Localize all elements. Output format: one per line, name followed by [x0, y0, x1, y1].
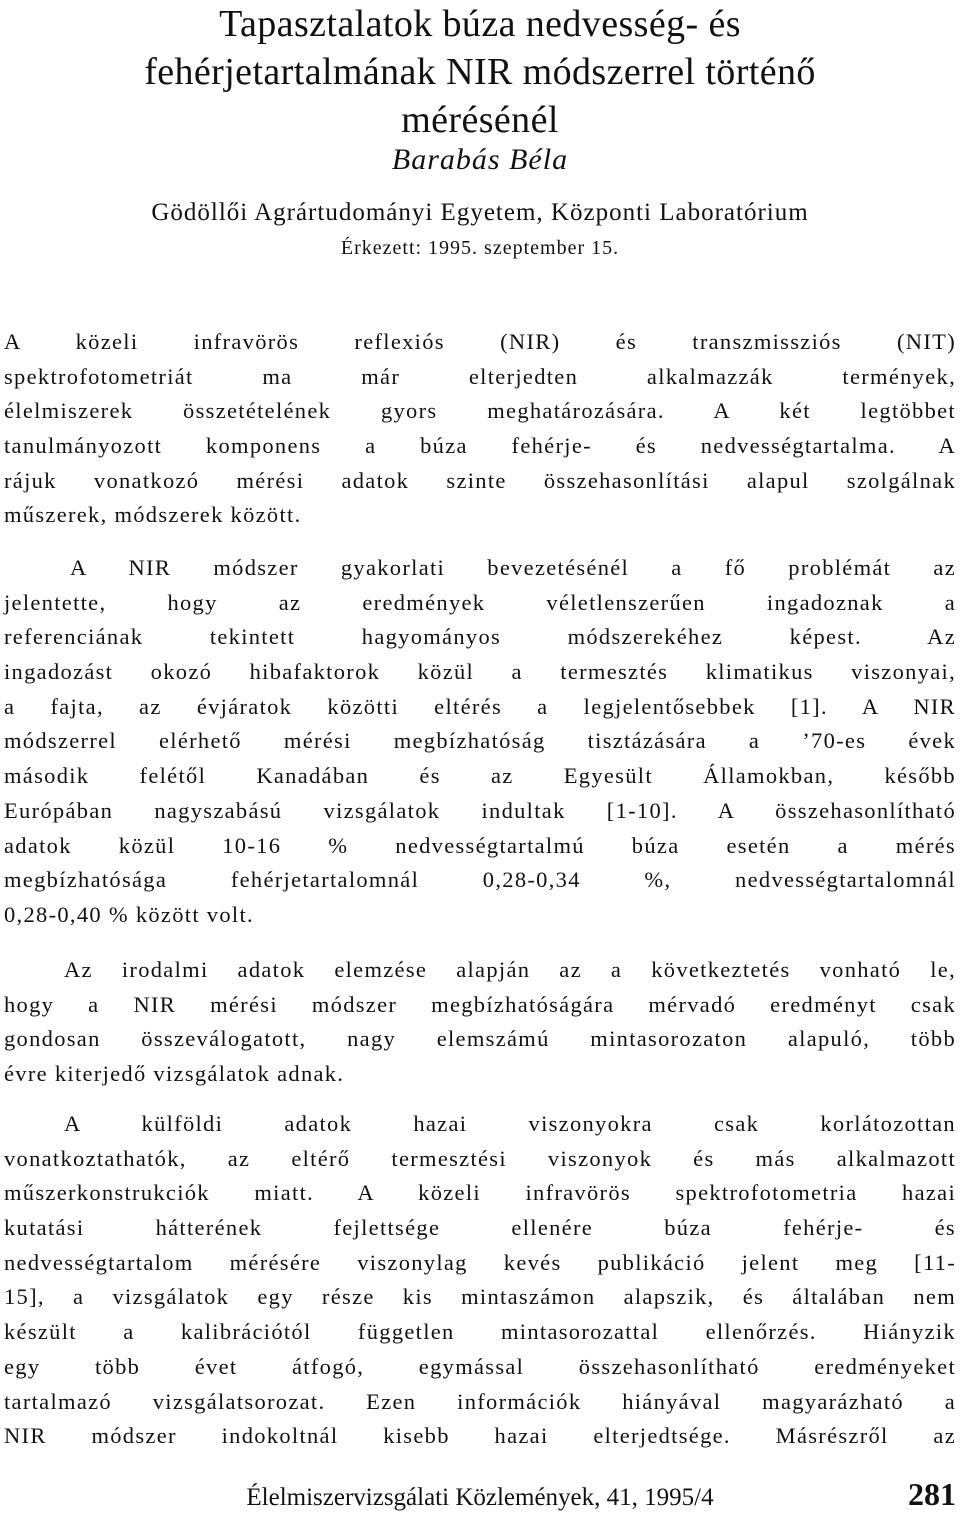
paragraph-line: hogy a NIR mérési módszer megbízhatóságára mérvadó eredményt csak [4, 991, 956, 1017]
article-title [0, 0, 960, 144]
paragraph-line: spektrofotometriát ma már elterjedten alkalmazzák termények, [4, 363, 956, 389]
paragraph-line: kutatási hátterének fejlettsége ellenére búza fehérje- és [4, 1215, 956, 1241]
paragraph-line: A közeli infravörös reflexiós (NIR) és transzmissziós (NIT) [4, 329, 956, 354]
paragraph-line: műszerkonstrukciók miatt. A közeli infravörös spektrofotometria hazai [4, 1180, 956, 1206]
paragraph-line: vonatkoztathatók, az eltérő termesztési viszonyok és más alkalmazott [4, 1145, 956, 1171]
paragraph-line: készült a kalibrációtól független mintasorozattal ellenőrzés. Hiányzik [4, 1319, 956, 1345]
paragraph-line: tanulmányozott komponens a búza fehérje- és nedvességtartalma. A [4, 433, 956, 459]
paragraph-line: gondosan összeválogatott, nagy elemszámú mintasorozaton alapuló, több [4, 1026, 956, 1052]
paragraph-line: Európában nagyszabású vizsgálatok indultak [1-10]. A összehasonlítható [4, 797, 956, 823]
paragraph-line: évre kiterjedő vizsgálatok adnak. [4, 1061, 345, 1087]
title-line-1: Tapasztalatok búza nedvesség- és [219, 3, 741, 45]
author-affiliation: Gödöllői Agrártudományi Egyetem, Központi Laboratórium [151, 199, 809, 226]
paragraph-4 [4, 1107, 956, 1454]
paragraph-line: 0,28-0,40 % között volt. [4, 901, 254, 927]
paragraph-line: módszerrel elérhető mérési megbízhatóság tisztázására a ’70-es évek [4, 728, 956, 754]
paragraph-3 [4, 953, 956, 1092]
paragraph-line: A külföldi adatok hazai viszonyokra csak korlátozottan [64, 1111, 956, 1136]
paragraph-line: adatok közül 10-16 % nedvességtartalmú búza esetén a mérés [4, 832, 956, 858]
title-line-3: mérésénél [401, 99, 559, 141]
paragraph-line: jelentette, hogy az eredmények véletlenszerűen ingadoznak a [4, 589, 956, 615]
paragraph-line: élelmiszerek összetételének gyors meghatározására. A két legtöbbet [4, 398, 956, 424]
paragraph-2 [4, 551, 956, 933]
page-footer [0, 1476, 960, 1516]
paragraph-1 [4, 325, 956, 533]
paragraph-line: nedvességtartalom mérésére viszonylag kevés publikáció jelent meg [11- [4, 1249, 956, 1275]
paragraph-line: második felétől Kanadában és az Egyesült Államokban, később [4, 763, 956, 789]
paragraph-line: rájuk vonatkozó mérési adatok szinte összehasonlítási alapul szolgálnak [4, 467, 956, 493]
title-line-2: fehérjetartalmának NIR módszerrel történő [144, 51, 816, 93]
paragraph-line: ingadozást okozó hibafaktorok közül a termesztés klimatikus viszonyai, [4, 659, 956, 685]
journal-citation: Élelmiszervizsgálati Közlemények, 41, 1995/4 [246, 1484, 714, 1511]
paragraph-line: megbízhatósága fehérjetartalomnál 0,28-0,34 %, nedvességtartalomnál [4, 867, 956, 893]
paragraph-line: A NIR módszer gyakorlati bevezetésénél a fő problémát az [70, 555, 956, 580]
paragraph-line: referenciának tekintett hagyományos módszerekéhez képest. Az [4, 624, 956, 650]
received-date: Érkezett: 1995. szeptember 15. [340, 237, 620, 259]
paragraph-line: műszerek, módszerek között. [4, 502, 302, 528]
paragraph-line: NIR módszer indokoltnál kisebb hazai elterjedtsége. Másrészről az [4, 1423, 956, 1449]
page-number: 281 [908, 1476, 956, 1512]
paragraph-line: Az irodalmi adatok elemzése alapján az a következtetés vonható le, [64, 957, 956, 982]
paragraph-line: a fajta, az évjáratok közötti eltérés a legjelentősebbek [1]. A NIR [4, 693, 956, 719]
paragraph-line: tartalmazó vizsgálatsorozat. Ezen információk hiányával magyarázható a [4, 1388, 956, 1414]
paragraph-line: 15], a vizsgálatok egy része kis mintaszámon alapszik, és általában nem [4, 1284, 956, 1310]
author-name: Barabás Béla [391, 143, 569, 176]
paragraph-line: egy több évet átfogó, egymással összehasonlítható eredményeket [4, 1353, 956, 1379]
